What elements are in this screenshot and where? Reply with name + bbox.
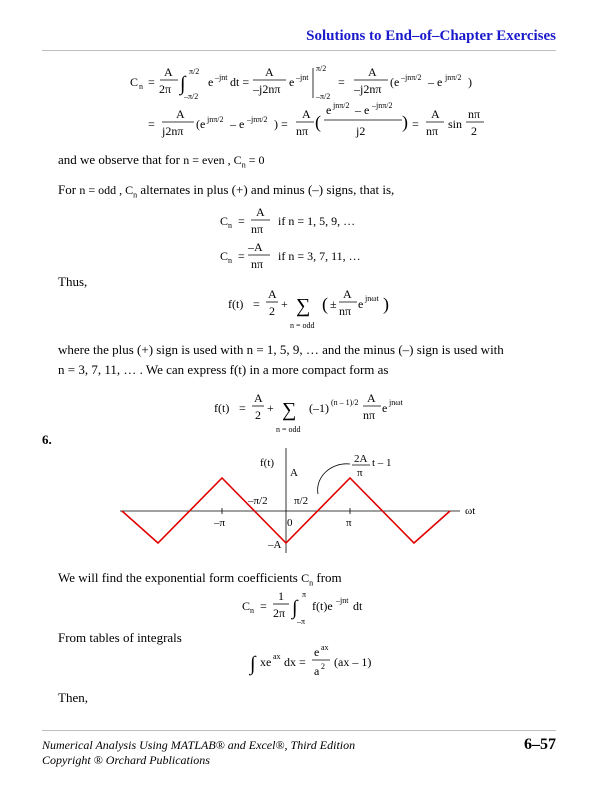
inner-exp-1: jnπ/2	[333, 101, 350, 110]
cn-pos-sub: n	[228, 221, 232, 230]
integral-sign: ∫	[180, 73, 186, 95]
table-num-exp: ax	[321, 644, 329, 652]
ftc-e: e	[382, 401, 388, 415]
eval-lower: –π/2	[316, 92, 331, 101]
denominator-minus-j2npi: –j2nπ	[253, 82, 281, 96]
big-paren-open: (	[315, 112, 321, 132]
where-line2: n = 3, 7, 11, … . We can express f(t) in a more compact form as	[58, 362, 389, 377]
minus-e-2: – e	[230, 117, 245, 131]
ft-lhs: f(t)	[228, 297, 244, 311]
odd-line-post: alternates in plus (+) and minus (–) signs, that is,	[140, 182, 395, 197]
numerator-a-5: A	[302, 107, 311, 121]
open-paren-2: (e	[196, 117, 206, 131]
coeff-intro-text: We will find the exponential form coefficients	[58, 570, 298, 585]
ftc-plus: +	[267, 401, 274, 415]
sin-num-npi: nπ	[468, 107, 481, 121]
footer-book-title: Numerical Analysis Using MATLAB® and Excel®, Third Edition	[42, 738, 356, 752]
table-rhs: (ax – 1)	[334, 655, 372, 669]
numerator-a-2: A	[265, 65, 274, 79]
integrand-exponent: –jnt	[215, 73, 228, 82]
fraction-denominator-2pi: 2π	[159, 82, 172, 96]
page-header-title: Solutions to End–of–Chapter Exercises	[306, 28, 556, 44]
cn-def-lhs: C	[242, 599, 251, 613]
where-line1: where the plus (+) sign is used with n = 1, 5, 9, … and the minus (–) sign is used with	[58, 342, 504, 357]
series-a: A	[343, 287, 352, 301]
x-axis-label: ωt	[465, 505, 476, 517]
inner-exp-2: –jnπ/2	[372, 101, 393, 110]
ftc-minus-one: (–1)	[309, 401, 329, 415]
sum-sign: ∑	[296, 295, 311, 317]
paren-exp-diff-p2: jnπ/2	[445, 73, 462, 82]
ftc-eq: =	[239, 401, 246, 415]
inner-numerator: e	[326, 103, 332, 117]
cn-neg-den: nπ	[251, 257, 264, 271]
cn-def-2pi: 2π	[273, 606, 286, 620]
table-den-a: a	[314, 664, 320, 678]
sum-subscript: n = odd	[290, 321, 315, 330]
equals-line2: =	[148, 117, 155, 131]
ftc-exp: jnωt	[389, 398, 403, 407]
problem-number: 6.	[42, 432, 52, 447]
cn-pos-num: A	[256, 205, 265, 219]
cn-symbol: C	[130, 75, 139, 89]
numerator-a-4: A	[176, 107, 185, 121]
ftc-npi: nπ	[363, 408, 376, 422]
inner-denominator-j2: j2	[356, 124, 366, 138]
amplitude-a-label: A	[290, 467, 298, 479]
odd-line-math: n = odd , $C_n$	[79, 183, 138, 200]
ftc-a2: A	[367, 391, 376, 405]
cn-def-dt: dt	[353, 599, 363, 613]
integral-table-equation	[248, 644, 398, 686]
denominator-j2npi: j2nπ	[162, 124, 184, 138]
exp-term-power: –jnt	[296, 73, 309, 82]
cn-neg-symbol: C	[220, 249, 229, 263]
even-line-math: n = even , $C_n = 0$	[183, 153, 265, 170]
integral-lower-limit: –π/2	[184, 92, 199, 101]
ft-2: 2	[269, 304, 275, 318]
neg-pi-tick-label: –π	[214, 517, 226, 529]
cn-def-exp: –jnt	[336, 596, 349, 605]
neg-amplitude-label: –A	[268, 539, 282, 551]
inner-minus: – e	[355, 103, 370, 117]
dt-equals: dt =	[230, 75, 250, 89]
slope-label-denominator: π	[357, 467, 363, 479]
y-axis-label: f(t)	[260, 457, 275, 469]
coeff-intro-math: $C_n$	[301, 571, 314, 588]
denominator-npi: nπ	[296, 124, 309, 138]
ft-eq: =	[253, 297, 260, 311]
coeff-intro-post: from	[316, 570, 342, 585]
ftc-a: A	[254, 391, 263, 405]
cn-pos-den: nπ	[251, 222, 264, 236]
cn-neg-sub: n	[228, 256, 232, 265]
odd-line	[58, 182, 394, 199]
numerator-a-6: A	[431, 107, 440, 121]
ft-compact-equation	[212, 390, 432, 438]
ft-plus: +	[281, 297, 288, 311]
even-line-text: and we observe that for	[58, 152, 181, 167]
slope-label-numerator: 2A	[354, 453, 368, 465]
table-den-sq: 2	[321, 662, 325, 671]
exp-p4: –jnπ/2	[247, 115, 268, 124]
cn-def-integral: ∫	[292, 597, 298, 619]
cn-def-one: 1	[278, 589, 284, 603]
ft-a: A	[268, 287, 277, 301]
cn-neg-num: –A	[248, 240, 263, 254]
cn-neg-condition: if n = 3, 7, 11, …	[278, 249, 361, 263]
table-ax-exp: ax	[273, 652, 281, 661]
page-number: 6–57	[524, 736, 556, 753]
coeff-intro-line	[58, 570, 342, 587]
denominator-npi-2: nπ	[426, 124, 439, 138]
eval-upper: π/2	[316, 64, 327, 73]
odd-line-pre: For	[58, 182, 77, 197]
then-label: Then,	[58, 690, 88, 705]
slope-label-tail: t – 1	[372, 457, 392, 469]
cn-integral-equation	[128, 62, 508, 142]
table-num-e: e	[314, 645, 320, 659]
footer-rule	[42, 730, 556, 731]
table-x: xe	[260, 655, 272, 669]
paren-exp-diff: (e	[390, 75, 400, 89]
table-integral-sign: ∫	[250, 653, 256, 675]
series-paren-open: (	[322, 294, 328, 314]
table-dx-eq: dx =	[284, 655, 306, 669]
close-paren: )	[468, 75, 472, 89]
denominator-minus-j2npi-2: –j2nπ	[354, 82, 382, 96]
integral-upper-limit: π/2	[189, 67, 200, 76]
exp-p3: jnπ/2	[207, 115, 224, 124]
big-paren-close: )	[402, 112, 408, 132]
close-equals: ) =	[274, 117, 288, 131]
cn-def-upper: π	[302, 590, 307, 599]
series-e: e	[358, 297, 364, 311]
ftc-power: (n – 1)/2	[331, 398, 359, 407]
pm-sign: ±	[330, 297, 337, 311]
pos-pi-tick-label: π	[346, 517, 352, 529]
cn-def-sub: n	[250, 606, 254, 615]
sin-word: sin	[448, 117, 463, 131]
cn-pos-symbol: C	[220, 214, 229, 228]
equals-2: =	[338, 75, 345, 89]
cn-def-eq: =	[260, 599, 267, 613]
integrand: e	[208, 75, 214, 89]
series-exp: jnωt	[365, 294, 379, 303]
neg-pi-half-label: –π/2	[248, 495, 268, 507]
series-paren-close: )	[383, 294, 389, 314]
numerator-a-3: A	[368, 65, 377, 79]
tables-line: From tables of integrals	[58, 630, 182, 645]
equals-3: =	[412, 117, 419, 131]
cn-definition-equation	[240, 588, 380, 628]
pos-pi-half-label: π/2	[294, 495, 309, 507]
cn-pos-condition: if n = 1, 5, 9, …	[278, 214, 356, 228]
origin-label: 0	[287, 517, 293, 529]
triangle-wave-plot	[110, 448, 510, 568]
ftc-sum-subscript: n = odd	[276, 425, 301, 434]
footer-copyright: Copyright ® Orchard Publications	[42, 753, 210, 767]
exp-term: e	[289, 75, 295, 89]
cn-subscript: n	[139, 82, 143, 91]
cn-cases	[218, 203, 418, 273]
series-npi: nπ	[339, 304, 352, 318]
sin-den-2: 2	[471, 124, 477, 138]
ftc-2: 2	[255, 408, 261, 422]
cn-def-integrand: f(t)e	[312, 599, 333, 613]
cn-def-lower: –π	[297, 617, 306, 626]
fraction-numerator-a: A	[164, 65, 173, 79]
cn-pos-eq: =	[238, 214, 245, 228]
header-rule	[42, 50, 556, 51]
equals-sign: =	[148, 75, 155, 89]
even-line	[58, 152, 264, 169]
thus-label: Thus,	[58, 274, 88, 289]
paren-exp-diff-p1: –jnπ/2	[401, 73, 422, 82]
cn-neg-eq: =	[238, 249, 245, 263]
ft-series-equation	[226, 286, 426, 334]
slope-pointer	[318, 464, 350, 494]
ftc-sum-sign: ∑	[282, 399, 297, 421]
minus-e: – e	[428, 75, 443, 89]
ftc-lhs: f(t)	[214, 401, 230, 415]
